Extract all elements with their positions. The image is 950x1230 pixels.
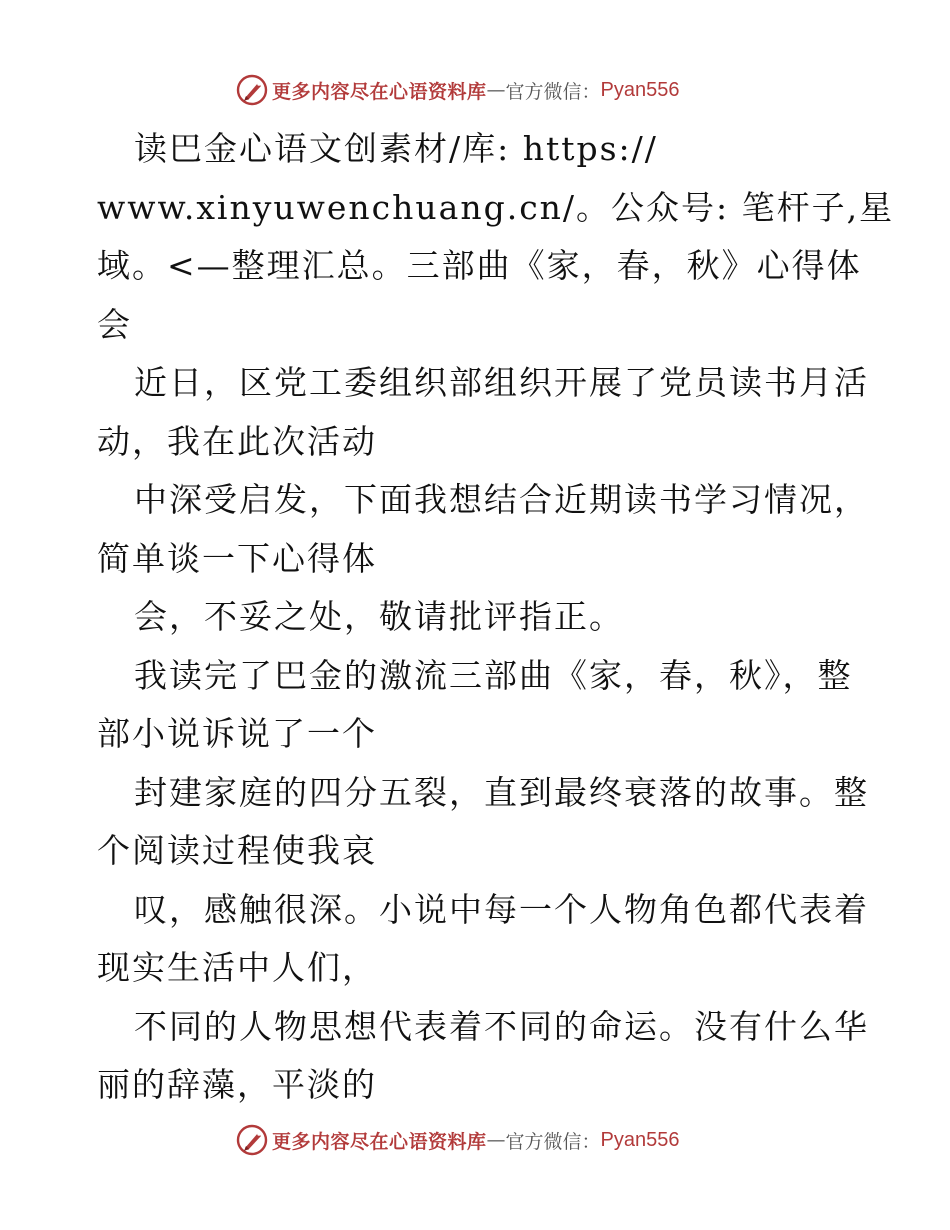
text-line: 读巴金心语文创素材/库: https:// <box>134 129 658 168</box>
text-line: 封建家庭的四分五裂，直到最终衰落的故事。整 <box>134 772 869 812</box>
text-line: 域。<—整理汇总。三部曲《家，春，秋》心得体 <box>97 246 862 285</box>
text-line: 部小说诉说了一个 <box>97 714 377 753</box>
banner-wechat-id: Pyan556 <box>600 78 680 101</box>
banner-main-text: 更多内容尽在心语资料库 <box>272 80 487 103</box>
text-line: 简单谈一下心得体 <box>97 538 377 578</box>
text-line: 会 <box>97 304 132 344</box>
text-line: 不同的人物思想代表着不同的命运。没有什么华 <box>134 1006 869 1046</box>
text-line: 个阅读过程使我哀 <box>97 831 377 870</box>
text-line: 动，我在此次活动 <box>97 421 377 461</box>
footer-watermark-banner <box>236 1122 680 1158</box>
text-line: 我读完了巴金的激流三部曲《家，春，秋》，整 <box>134 655 853 695</box>
banner-wechat-id: Pyan556 <box>600 1128 680 1151</box>
header-watermark-banner <box>236 72 680 108</box>
text-line: 会，不妥之处，敬请批评指正。 <box>134 597 624 636</box>
banner-separator: — <box>486 79 506 101</box>
text-line: 丽的辞藻，平淡的 <box>97 1065 377 1104</box>
quill-pen-logo-icon <box>236 1124 268 1156</box>
text-line: 中深受启发，下面我想结合近期读书学习情况， <box>134 480 869 519</box>
banner-main-text: 更多内容尽在心语资料库 <box>272 1130 487 1153</box>
quill-pen-logo-icon <box>236 74 268 106</box>
banner-separator: — <box>486 1129 506 1151</box>
banner-wechat-label: 官方微信： <box>505 1130 601 1153</box>
text-line: 近日，区党工委组织部组织开展了党员读书月活 <box>134 363 869 402</box>
banner-wechat-label: 官方微信： <box>505 80 601 103</box>
document-body <box>97 120 895 1115</box>
text-line: 叹，感触很深。小说中每一个人物角色都代表着 <box>134 889 869 929</box>
text-line: www.xinyuwenchuang.cn/。公众号: 笔杆子,星 <box>97 187 895 227</box>
text-line: 现实生活中人们， <box>97 948 377 987</box>
